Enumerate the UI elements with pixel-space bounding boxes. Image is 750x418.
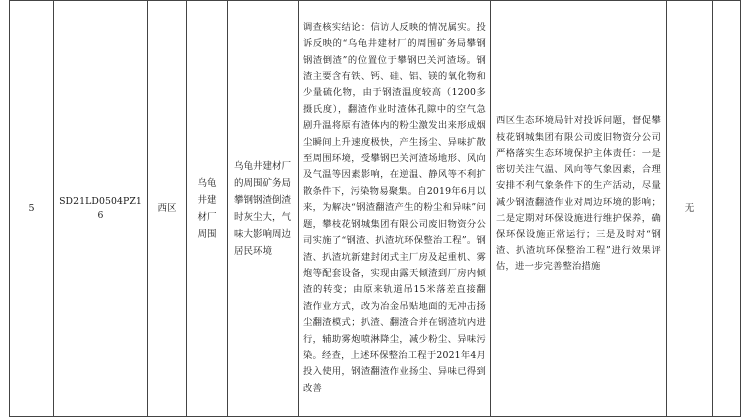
- accountability-cell: [667, 1, 713, 417]
- complaint-content-cell: [228, 1, 299, 417]
- rectification-cell: [491, 1, 667, 417]
- complaint-code-cell: [54, 1, 148, 417]
- rectification-measures: 西区生态环境局针对投诉问题，督促攀枝花钢城集团有限公司废旧物资分公司严格落实生态环境保护主体责任：一是密切关注气温、风向等气象因素，合理安排不利气象条件下的生产活动，尽量减少钢渣翻渣作业对周边环境的影响；二是定期对环保设施进行维护保养，确保环保设施正常运行；三是及时对“钢渣、扒渣坑环保整治工程”进行效果评估，进一步完善整治措施: [496, 115, 661, 273]
- district-cell: [148, 1, 187, 417]
- complaint-record-table: [9, 0, 741, 417]
- investigation-findings-cell: [299, 1, 491, 417]
- investigation-findings: 调查核实结论：信访人反映的情况属实。投诉反映的“乌龟井建材厂的周围矿务局攀钢钢渣倒渣”的位置位于攀钢巴关河渣场。钢渣主要含有铁、钙、硅、铝、镁的氧化物和少量硫化物，由于钢渣温度较高（1200多摄氏度），翻渣作业时渣体孔隙中的空气急剧升温将原有渣体内的粉尘激发出来形成烟尘瞬间上升速度极快，产生扬尘、异味扩散至周围环境，受攀钢巴关河渣场地形、风向及气温等因素影响，在逆温、静风等不利扩散条件下，污染物易聚集。自2019年6月以来，为解决“钢渣翻渣产生的粉尘和异味”问题，攀枝花钢城集团有限公司废旧物资分公司实施了“钢渣、扒渣坑环保整治工程”。钢渣、扒渣坑新建封闭式主厂房及起重机、雾炮等配套设备，实现由露天倾渣到厂房内倾渣的转变；由原来轨道吊15米落差直接翻渣作业方式，改为冶金吊贴地面的无冲击扬尘翻渣模式；扒渣、翻渣合并在钢渣坑内进行，辅助雾炮喷淋降尘，减少粉尘、异味污染。经查，上述环保整治工程于2021年4月投入使用，钢渣翻渣作业扬尘、异味已得到改善: [303, 21, 486, 394]
- row-index: 5: [28, 202, 35, 214]
- table-row: [10, 1, 741, 417]
- complaint-content: 乌龟井建材厂的周围矿务局攀钢钢渣倒渣时灰尘大，气味大影响周边居民环境: [234, 160, 292, 257]
- remark-cell: [713, 1, 741, 417]
- row-index-cell: [10, 1, 54, 417]
- complaint-code: SD21LD0504PZ16: [59, 196, 142, 221]
- object-type-cell: [187, 1, 228, 417]
- object-type: 乌龟井建材厂周围: [197, 177, 217, 240]
- accountability: 无: [684, 202, 695, 214]
- district: 西区: [157, 202, 177, 214]
